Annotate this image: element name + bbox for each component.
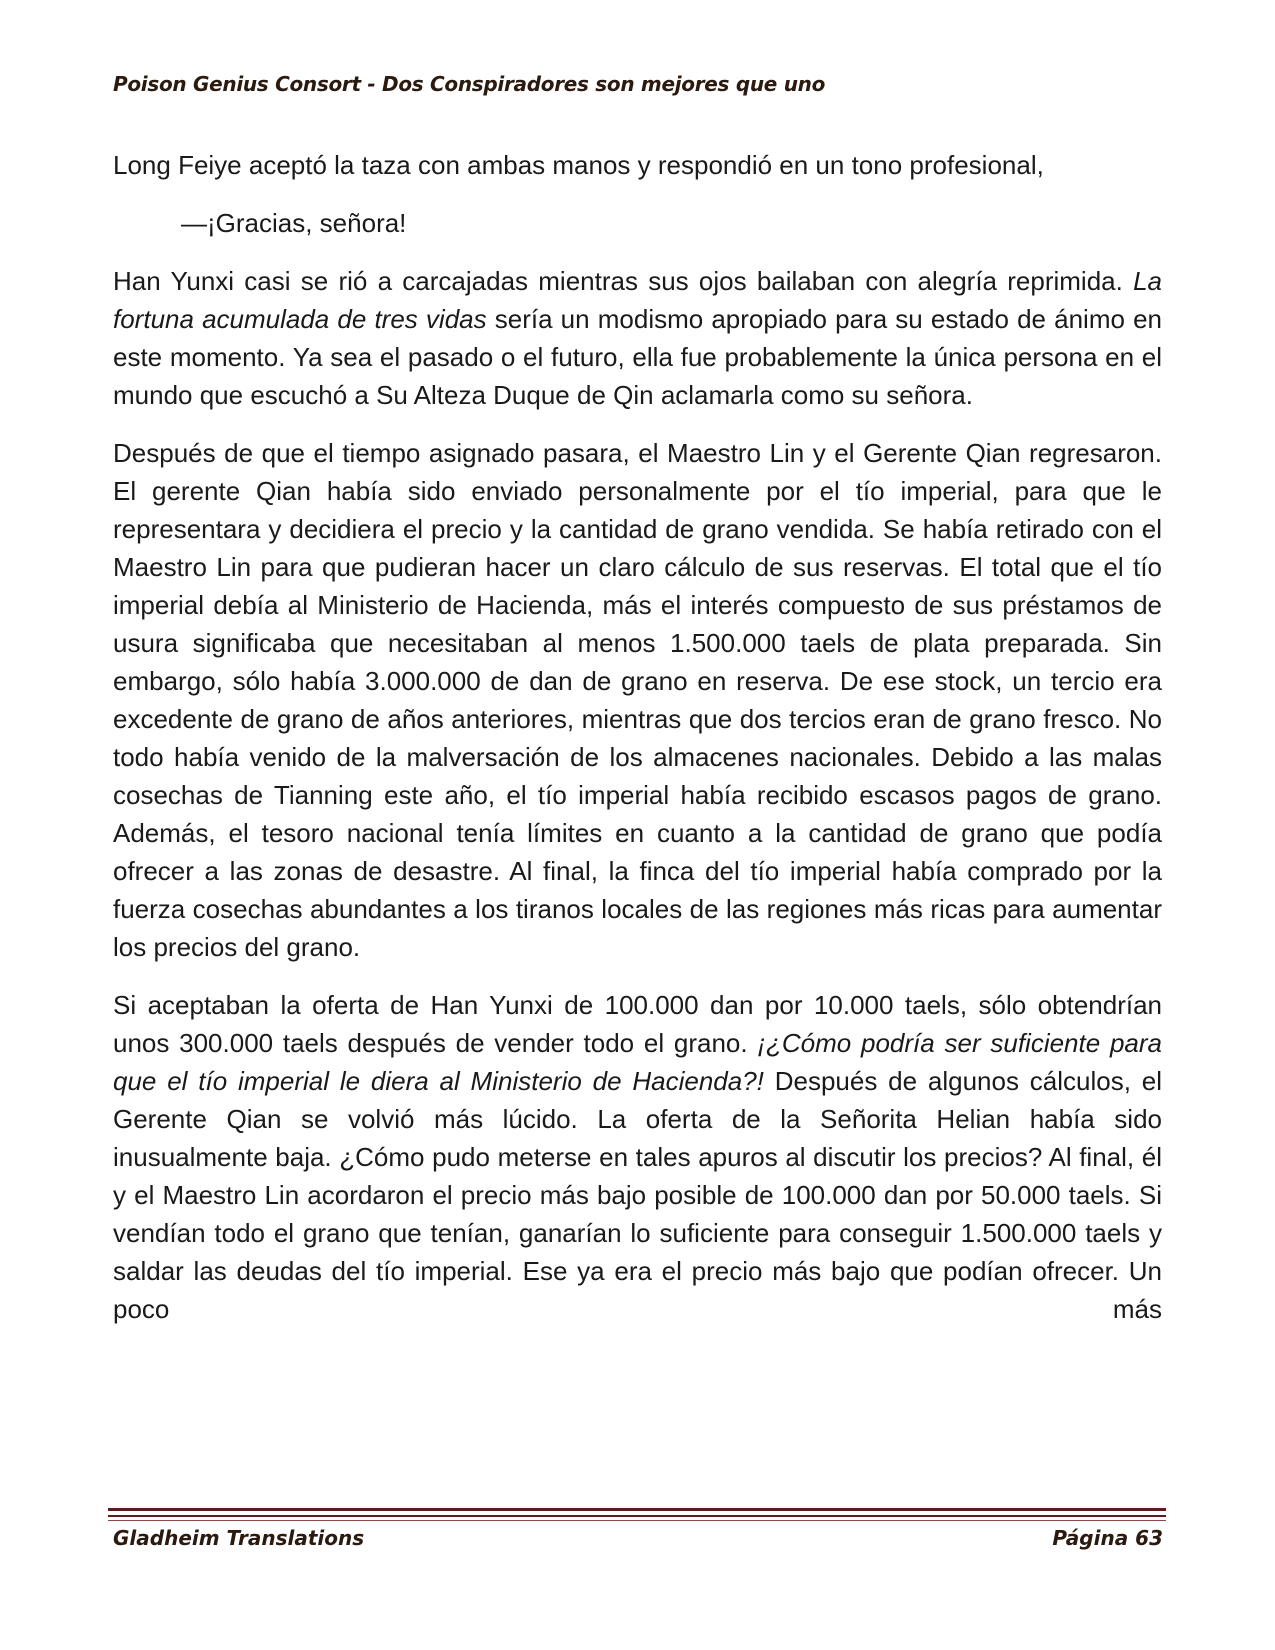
paragraph-3 bbox=[113, 262, 1162, 414]
paragraph-5 bbox=[113, 986, 1162, 1328]
footer-rule-thick bbox=[108, 1508, 1166, 1511]
running-header: Poison Genius Consort - Dos Conspiradores son mejores que uno bbox=[113, 72, 826, 96]
footer-publisher: Gladheim Translations bbox=[113, 1526, 365, 1550]
paragraph-3-start: Han Yunxi casi se rió a carcajadas mientras sus ojos bailaban con alegría reprimida. bbox=[113, 266, 1134, 296]
paragraph-2-dialogue: —¡Gracias, señora! bbox=[181, 208, 407, 238]
footer-page-number: Página 63 bbox=[1052, 1526, 1163, 1550]
footer-rule-middle bbox=[108, 1515, 1166, 1517]
body-text bbox=[113, 146, 1162, 1328]
paragraph-5-end: Después de algunos cálculos, el Gerente Qian se volvió más lúcido. La oferta de la Señorita Helian había sido inusualmente baja. ¿Cómo pudo meterse en tales apuros al discutir los precios? Al final, él y el Maestro Lin acordaron el precio más bajo posible de 100.000 dan por 50.000 taels. Si vendían todo el grano que tenían, ganarían lo suficiente para conseguir 1.500.000 taels y saldar las deudas del tío imperial. Ese ya era el precio más bajo que podían ofrecer. Un poco más bbox=[113, 1066, 1162, 1324]
paragraph-5-italic: ¡¿Cómo podría ser suficiente para que el tío imperial le diera al Ministerio de Hacienda?! bbox=[113, 1028, 1162, 1096]
paragraph-4: Después de que el tiempo asignado pasara, el Maestro Lin y el Gerente Qian regresaron. El gerente Qian había sido enviado personalmente por el tío imperial, para que le representara y decidiera el precio y la cantidad de grano vendida. Se había retirado con el Maestro Lin para que pudieran hacer un claro cálculo de sus reservas. El total que el tío imperial debía al Ministerio de Hacienda, más el interés compuesto de sus préstamos de usura significaba que necesitaban al menos 1.500.000 taels de plata preparada. Sin embargo, sólo había 3.000.000 de dan de grano en reserva. De ese stock, un tercio era excedente de grano de años anteriores, mientras que dos tercios eran de grano fresco. No todo había venido de la malversación de los almacenes nacionales. Debido a las malas cosechas de Tianning este año, el tío imperial había recibido escasos pagos de grano. Además, el tesoro nacional tenía límites en cuanto a la cantidad de grano que podía ofrecer a las zonas de desastre. Al final, la finca del tío imperial había comprado por la fuerza cosechas abundantes a los tiranos locales de las regiones más ricas para aumentar los precios del grano. bbox=[113, 438, 1162, 962]
paragraph-3-italic: La fortuna acumulada de tres vidas bbox=[113, 266, 1162, 334]
footer-rule-thin bbox=[108, 1520, 1166, 1521]
paragraph-5-start: Si aceptaban la oferta de Han Yunxi de 100.000 dan por 10.000 taels, sólo obtendrían unos 300.000 taels después de vender todo el grano. bbox=[113, 990, 1162, 1058]
paragraph-1: Long Feiye aceptó la taza con ambas manos y respondió en un tono profesional, bbox=[113, 150, 1044, 180]
paragraph-3-end: sería un modismo apropiado para su estado de ánimo en este momento. Ya sea el pasado o el futuro, ella fue probablemente la única persona en el mundo que escuchó a Su Alteza Duque de Qin aclamarla como su señora. bbox=[113, 304, 1162, 410]
